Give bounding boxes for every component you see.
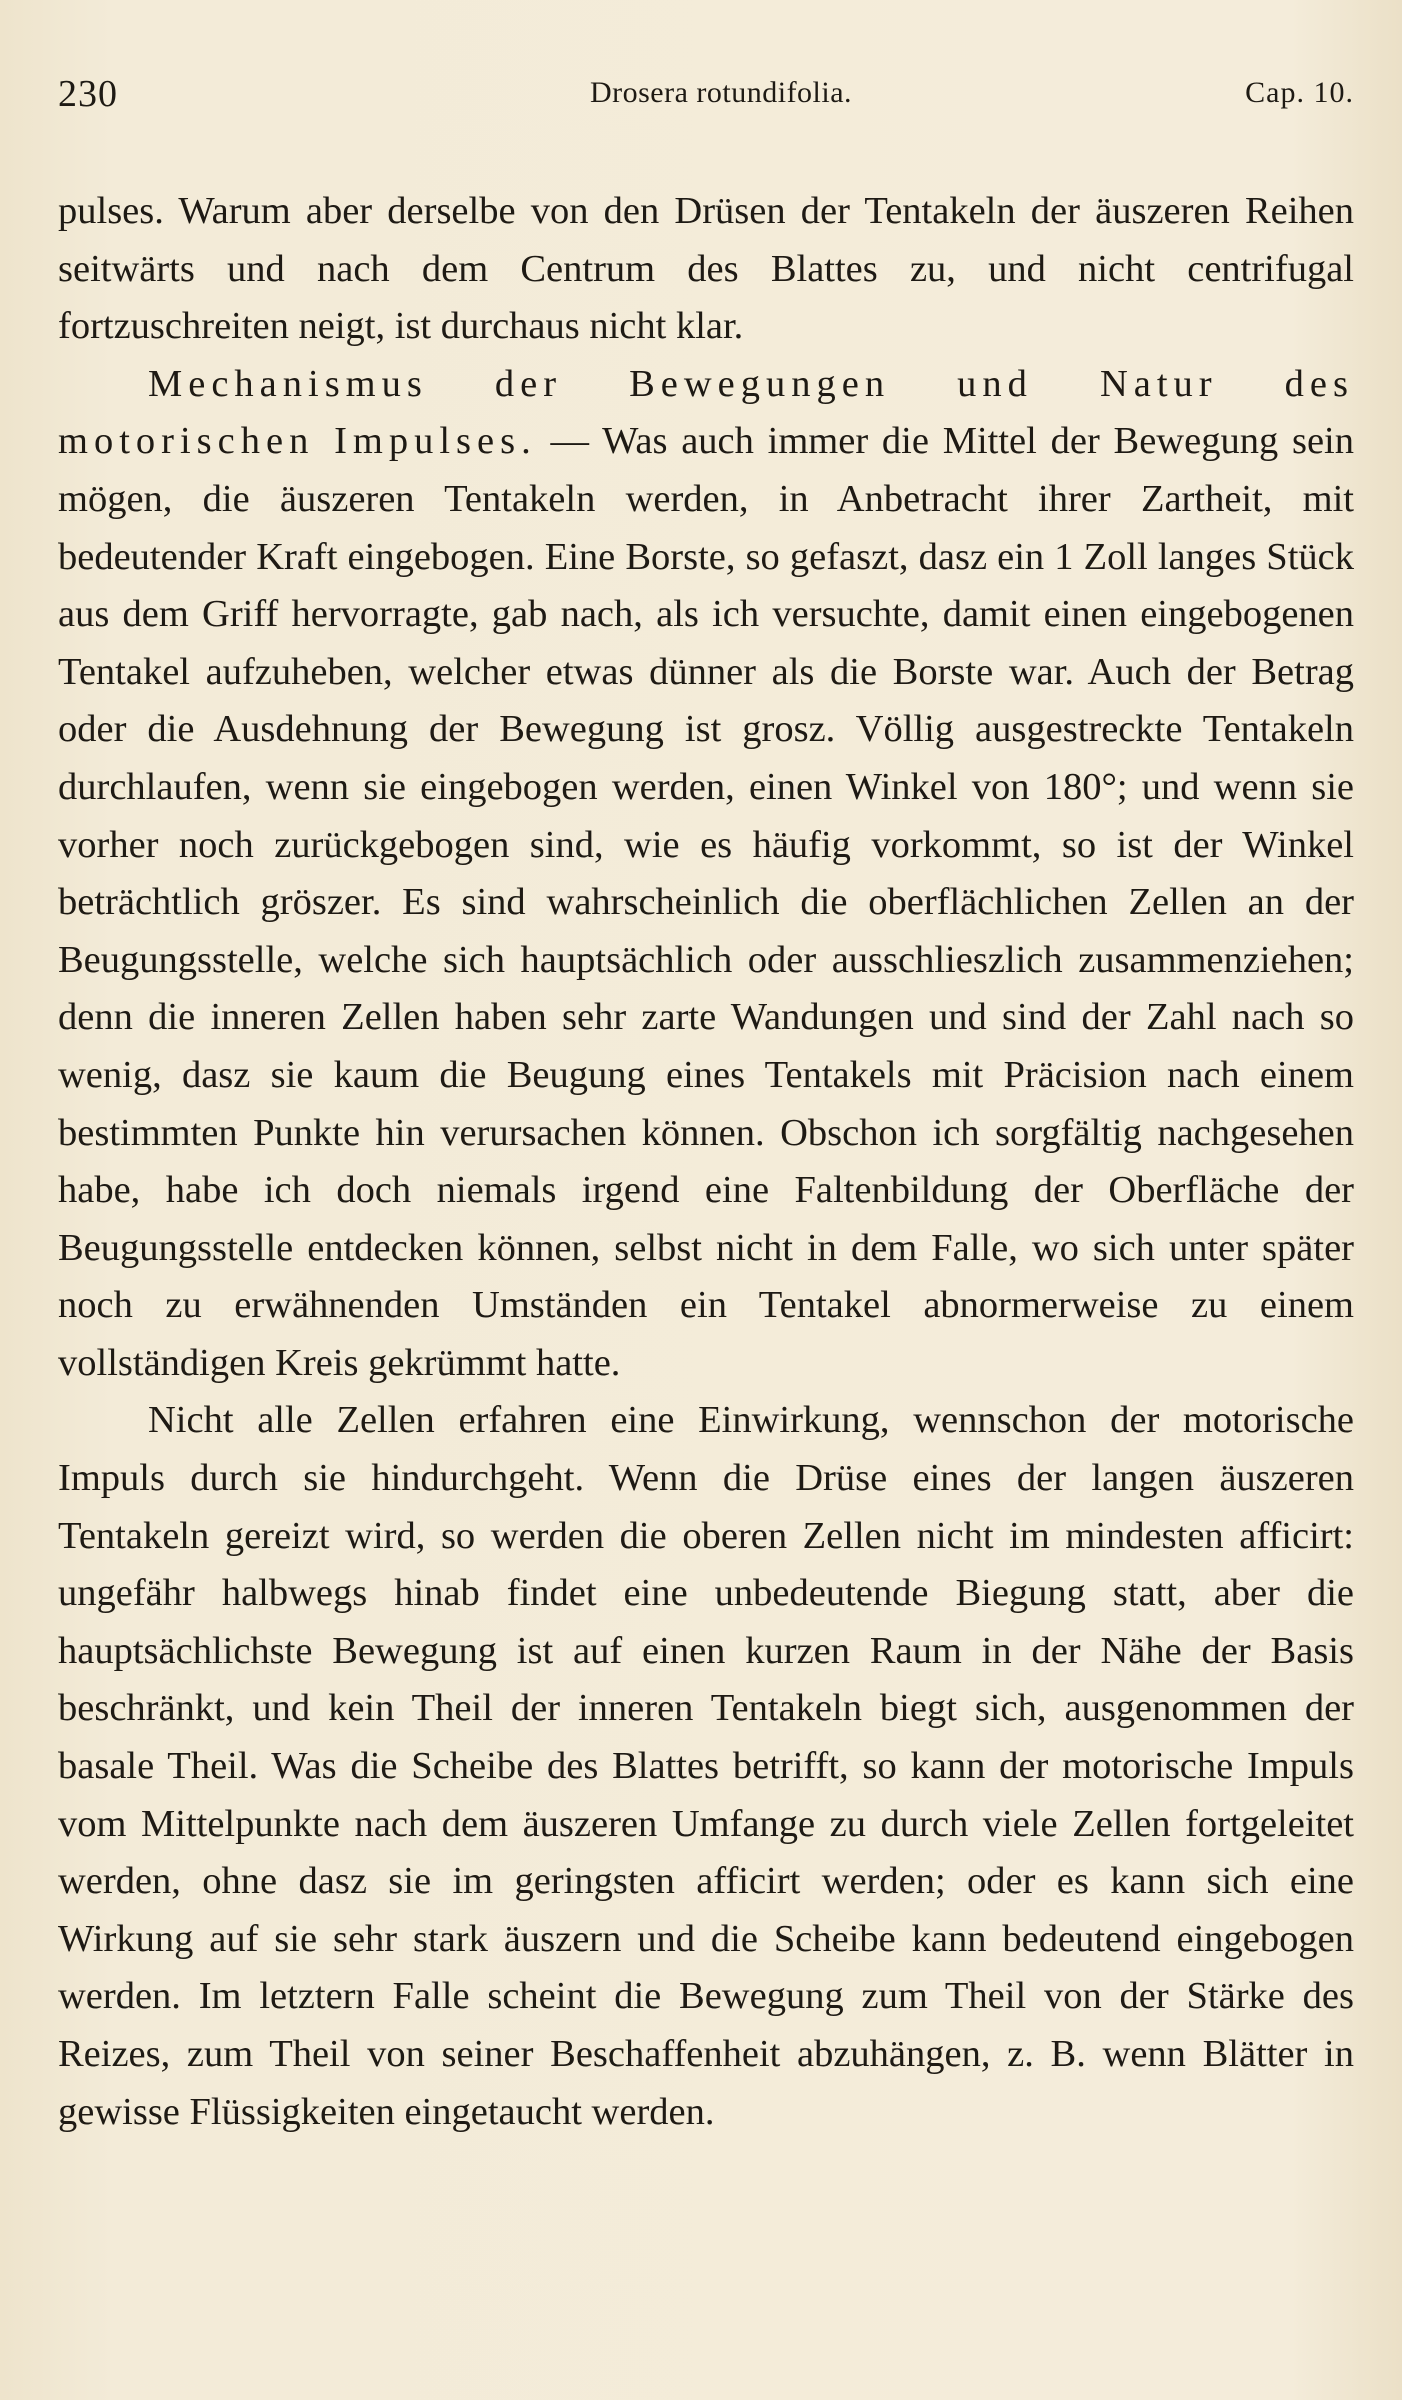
paragraph-2	[58, 356, 1354, 1393]
paragraph-3	[58, 1392, 1354, 2141]
running-title: Drosera rotundifolia.	[589, 76, 853, 109]
body-text	[58, 183, 1354, 2141]
paragraph-3-text: Nicht alle Zellen erfahren eine Einwirkung, wennschon der motorische Impuls durch sie hindurchgeht. Wenn die Drüse eines der langen äuszeren Tentakeln gereizt wird, so werden die oberen Zellen nicht im mindesten afficirt: ungefähr halbwegs hinab findet eine unbedeutende Biegung statt, aber die hauptsächlichste Bewegung ist auf einen kurzen Raum in der Nähe der Basis beschränkt, und kein Theil der inneren Tentakeln biegt sich, ausgenommen der basale Theil. Was die Scheibe des Blattes betrifft, so kann der motorische Impuls vom Mittelpunkte nach dem äuszeren Umfange zu durch viele Zellen fortgeleitet werden, ohne dasz sie im geringsten afficirt werden; oder es kann sich eine Wirkung auf sie sehr stark äuszern und die Scheibe kann bedeutend eingebogen werden. Im letztern Falle scheint die Bewegung zum Theil von der Stärke des Reizes, zum Theil von seiner Beschaffenheit abzuhängen, z. B. wenn Blätter in gewisse Flüssigkeiten eingetaucht werden.	[58, 1399, 1354, 2133]
running-head	[58, 70, 1354, 130]
book-page	[58, 70, 1354, 2141]
paragraph-1	[58, 183, 1354, 356]
paragraph-2-text: — Was auch immer die Mittel der Bewegung sein mögen, die äuszeren Tentakeln werden, in Anbetracht ihrer Zartheit, mit bedeutender Kraft eingebogen. Eine Borste, so gefaszt, dasz ein 1 Zoll langes Stück aus dem Griff hervorragte, gab nach, als ich versuchte, damit einen eingebogenen Tentakel aufzuheben, welcher etwas dünner als die Borste war. Auch der Betrag oder die Ausdehnung der Bewegung ist grosz. Völlig ausgestreckte Tentakeln durchlaufen, wenn sie eingebogen werden, einen Winkel von 180°; und wenn sie vorher noch zurückgebogen sind, wie es häufig vorkommt, so ist der Winkel beträchtlich gröszer. Es sind wahrscheinlich die oberflächlichen Zellen an der Beugungsstelle, welche sich hauptsächlich oder ausschlieszlich zusammenziehen; denn die inneren Zellen haben sehr zarte Wandungen und sind der Zahl nach so wenig, dasz sie kaum die Beugung eines Tentakels mit Präcision nach einem bestimmten Punkte hin verursachen können. Obschon ich sorgfältig nachgesehen habe, habe ich doch niemals irgend eine Faltenbildung der Oberfläche der Beugungsstelle entdecken können, selbst nicht in dem Falle, wo sich unter später noch zu erwähnenden Umständen ein Tentakel abnormerweise zu einem vollständigen Kreis gekrümmt hatte.	[58, 420, 1354, 1384]
paragraph-1-text: pulses. Warum aber derselbe von den Drüsen der Tentakeln der äuszeren Reihen seitwärts und nach dem Centrum des Blattes zu, und nicht centrifugal fortzuschreiten neigt, ist durchaus nicht klar.	[58, 190, 1354, 348]
chapter-label: Cap. 10.	[1245, 76, 1354, 109]
page-number: 230	[58, 73, 118, 115]
section-heading: Mechanismus der Bewegungen und Natur des motorischen Impulses.	[58, 362, 1354, 463]
